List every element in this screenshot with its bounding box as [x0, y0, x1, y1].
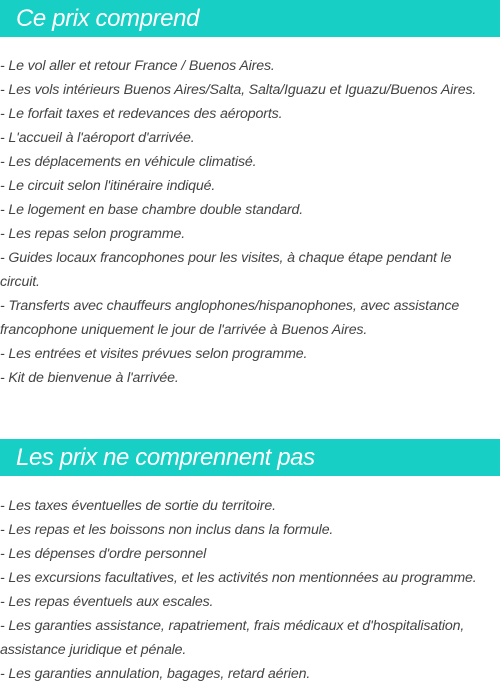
price-excludes-title: Les prix ne comprennent pas [16, 443, 315, 471]
price-excludes-list [0, 494, 500, 686]
list-item: - Le logement en base chambre double standard. [0, 202, 304, 218]
list-item: - Les repas selon programme. [0, 226, 186, 242]
list-item: - L'accueil à l'aéroport d'arrivée. [0, 130, 195, 146]
list-item: - Les dépenses d'ordre personnel [0, 546, 207, 562]
list-item: - Kit de bienvenue à l'arrivée. [0, 370, 179, 386]
list-item: - Les excursions facultatives, et les activités non mentionnées au programme. [0, 570, 477, 586]
list-item: - Les garanties annulation, bagages, retard aérien. [0, 666, 311, 682]
list-item: - Les taxes éventuelles de sortie du territoire. [0, 498, 276, 514]
price-includes-title: Ce prix comprend [16, 4, 200, 32]
list-item: - Les repas éventuels aux escales. [0, 594, 214, 610]
list-item: - Les repas et les boissons non inclus dans la formule. [0, 522, 334, 538]
list-item: - Les déplacements en véhicule climatisé. [0, 154, 257, 170]
price-excludes-header [0, 439, 500, 476]
price-includes-header [0, 0, 500, 37]
list-item: - Les garanties assistance, rapatriement, frais médicaux et d'hospitalisation, assistance juridique et pénale. [0, 618, 465, 658]
list-item: - Le circuit selon l'itinéraire indiqué. [0, 178, 216, 194]
list-item: - Le vol aller et retour France / Buenos Aires. [0, 58, 275, 74]
list-item: - Guides locaux francophones pour les visites, à chaque étape pendant le circuit. [0, 250, 452, 290]
list-item: - Transferts avec chauffeurs anglophones/hispanophones, avec assistance francophone uniquement le jour de l'arrivée à Buenos Aires. [0, 298, 460, 338]
list-item: - Les vols intérieurs Buenos Aires/Salta, Salta/Iguazu et Iguazu/Buenos Aires. [0, 82, 477, 98]
list-item: - Le forfait taxes et redevances des aéroports. [0, 106, 283, 122]
list-item: - Les entrées et visites prévues selon programme. [0, 346, 308, 362]
price-includes-list [0, 54, 500, 390]
price-excludes-section [0, 439, 500, 686]
